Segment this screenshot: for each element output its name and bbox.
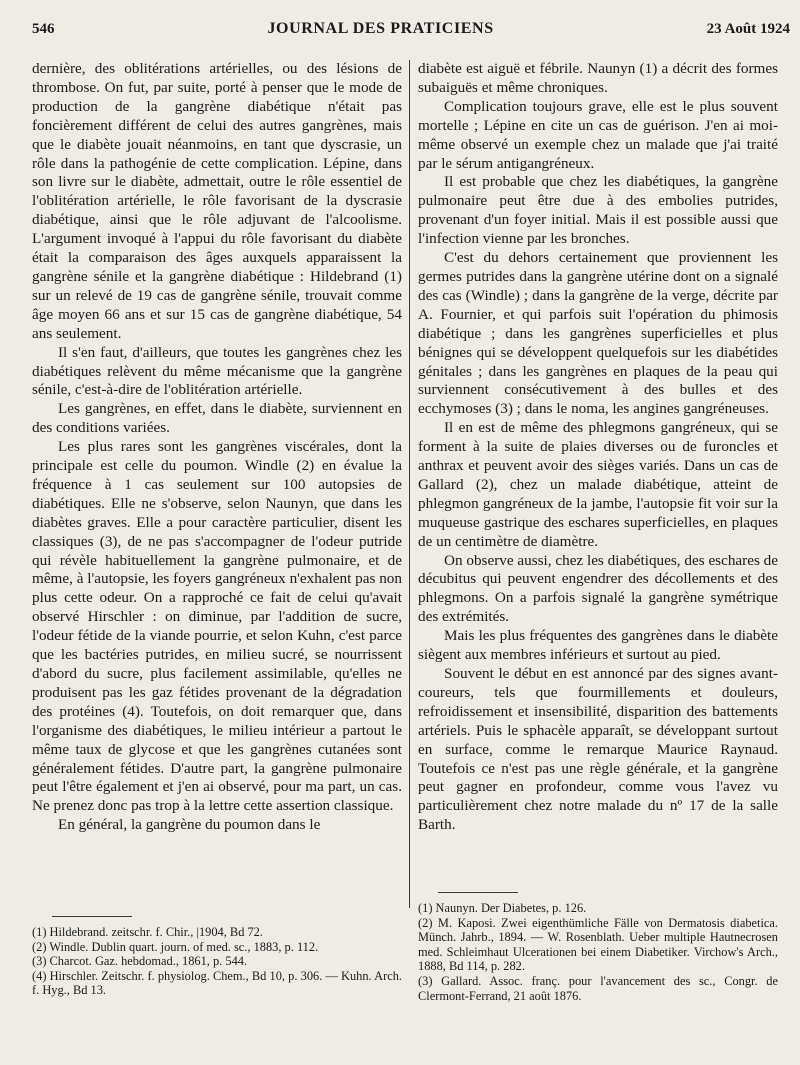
paragraph: Mais les plus fréquentes des gangrènes dans le diabète siègent aux membres inférieurs et surtout au pied. [418, 627, 778, 664]
footnote: (1) Naunyn. Der Diabetes, p. 126. [418, 901, 587, 915]
footnotes-right [418, 892, 778, 1003]
footnote: (1) Hildebrand. zeitschr. f. Chir., |1904, Bd 72. [32, 925, 263, 939]
paragraph: Les gangrènes, en effet, dans le diabète, surviennent en des conditions variées. [32, 400, 402, 437]
paragraph: On observe aussi, chez les diabétiques, des eschares de décubitus qui peuvent engendrer des décollements et des phlegmons. On a parfois signalé la gangrène symétrique des extrémités. [418, 551, 779, 626]
paragraph: En général, la gangrène du poumon dans le [58, 816, 321, 834]
footnote-rule [438, 892, 518, 893]
footnote-rule [52, 916, 132, 917]
paragraph: diabète est aiguë et fébrile. Naunyn (1) a décrit des formes subaiguës et même chroniques. [418, 60, 778, 96]
page-number: 546 [32, 21, 55, 37]
right-column [418, 60, 778, 835]
paragraph: Il en est de même des phlegmons gangréneux, qui se forment à la suite de plaies diverses ou de furoncles et anthrax et peuvent avoir des sièges variés. Dans un cas de Gallard (2), chez un malade diabétique, atteint de phlegmon gangréneux de la jambe, l'autopsie fit voir sur la muqueuse gastrique des eschares superficielles, en plaques de un centimètre de diamètre. [418, 419, 778, 550]
footnote: (2) M. Kaposi. Zwei eigenthümliche Fälle von Dermatosis diabetica. Münch. Jahrb., 1894. — W. Rosenblath. Ueber multiple Hautnecrosen med. Schleimhaut Ulcerationen bei einem Diabetiker. Virchow's Arch., 1888, Bd 114, p. 282. [418, 915, 778, 974]
paragraph: Les plus rares sont les gangrènes viscérales, dont la principale est celle du poumon. Windle (2) en évalue la fréquence à 1 cas seulement sur 100 autopsies de diabétiques. Elle ne s'observe, selon Naunyn, que dans les diabètes graves. Elle a pour caractère particulier, disent les classiques (3), de ne pas s'accompagner de l'odeur putride qui révèle habituellement la gangrène pulmonaire, et de même, à l'autopsie, les foyers gangréneux n'exhalent pas non plus cette odeur. On a rapproché ce fait de celui qu'avait observé Hirschler : on diminue, par l'addition de sucre, l'odeur fétide de la viande pourrie, et selon Kuhn, c'est parce que les bactéries putrides, en milieu sucré, se nourrissent d'abord du sucre, plus facilement assimilable, qu'elles ne produisent pas les gaz fétides provenant de la dégradation des protéines (4). Toutefois, on doit remarquer que, dans l'organisme des diabétiques, le milieu intérieur a partout le même taux de glycose et que les gangrènes cutanées sont généralement fétides. D'autre part, la gangrène pulmonaire peut l'être également et j'en ai observé, pour ma part, un cas. Ne prenez donc pas trop à la lettre cette assertion classique. [32, 438, 402, 815]
issue-date: 23 Août 1924 [706, 21, 790, 37]
paragraph: Il est probable que chez les diabétiques, la gangrène pulmonaire peut être due à des embolies putrides, provenant d'un foyer initial. Mais il est possible aussi que l'infection vienne par les bronches. [418, 173, 778, 248]
paragraph: Complication toujours grave, elle est le plus souvent mortelle ; Lépine en cite un cas de guérison. J'en ai moi-même observé un exemple chez un malade que j'ai traité par le sérum antigangréneux. [418, 97, 778, 172]
paragraph: Il s'en faut, d'ailleurs, que toutes les gangrènes chez les diabétiques relèvent du même mécanisme que la gangrène sénile, c'est-à-dire de l'oblitération artérielle. [32, 343, 402, 399]
page-header [32, 20, 790, 42]
paragraph: dernière, des oblitérations artérielles, ou des lésions de thrombose. On fut, par suite, porté à penser que le mode de production de la gangrène diabétique n'était pas foncièrement différent de celui des autres gangrènes, mais que le diabète jouait néanmoins, en tant que dyscrasie, un rôle dans la pathogénie de cette complication. Lépine, dans son livre sur le diabète, admettait, outre le rôle essentiel de l'oblitération artérielle, le rôle favorisant de la dyscrasie diabétique, ainsi que le rôle adjuvant de l'alcoolisme. L'argument invoqué à l'appui du rôle favorisant du diabète était la comparaison des âges auxquels apparaissent la gangrène sénile et la gangrène diabétique : Hildebrand (1) sur un relevé de 19 cas de gangrène sénile, trouvait comme âge moyen 66 ans et sur 15 cas de gangrène diabétique, 54 ans seulement. [32, 60, 402, 342]
paragraph: Souvent le début en est annoncé par des signes avant-coureurs, tels que fourmillements et douleurs, refroidissement et insensibilité, disparition des battements artériels. Puis le sphacèle apparaît, se développant surtout en surface, comme le remarque Maurice Raynaud. Toutefois ce n'est pas une règle générale, et la gangrène peut gagner en profondeur, comme vous l'avez vu particulièrement chez notre malade du nº 17 de la salle Barth. [418, 665, 778, 834]
footnote: (4) Hirschler. Zeitschr. f. physiolog. Chem., Bd 10, p. 306. — Kuhn. Arch. f. Hyg., Bd 13. [32, 968, 402, 998]
left-column [32, 60, 402, 835]
footnote: (3) Charcot. Gaz. hebdomad., 1861, p. 544. [32, 954, 248, 969]
footnote: (3) Gallard. Assoc. franç. pour l'avancement des sc., Congr. de Clermont-Ferrand, 21 août 1876. [418, 973, 778, 1003]
column-divider [409, 60, 410, 908]
footnotes-left [32, 916, 402, 998]
journal-title: JOURNAL DES PRATICIENS [267, 20, 494, 37]
paragraph: C'est du dehors certainement que proviennent les germes putrides dans la gangrène utérine dont on a signalé des cas (Windle) ; dans la gangrène de la verge, décrite par A. Fournier, et qui parfois suit l'opération du phimosis diabétique ; dans les gangrènes superficielles et plus bénignes qui se développent quelquefois sur les diabétides génitales ; dans les gangrènes en plaques de la peau qui surviennent consécutivement à des bulles et des ecchymoses (3) ; dans le noma, les angines gangréneuses. [418, 249, 778, 418]
footnote: (2) Windle. Dublin quart. journ. of med. sc., 1883, p. 112. [32, 939, 319, 954]
